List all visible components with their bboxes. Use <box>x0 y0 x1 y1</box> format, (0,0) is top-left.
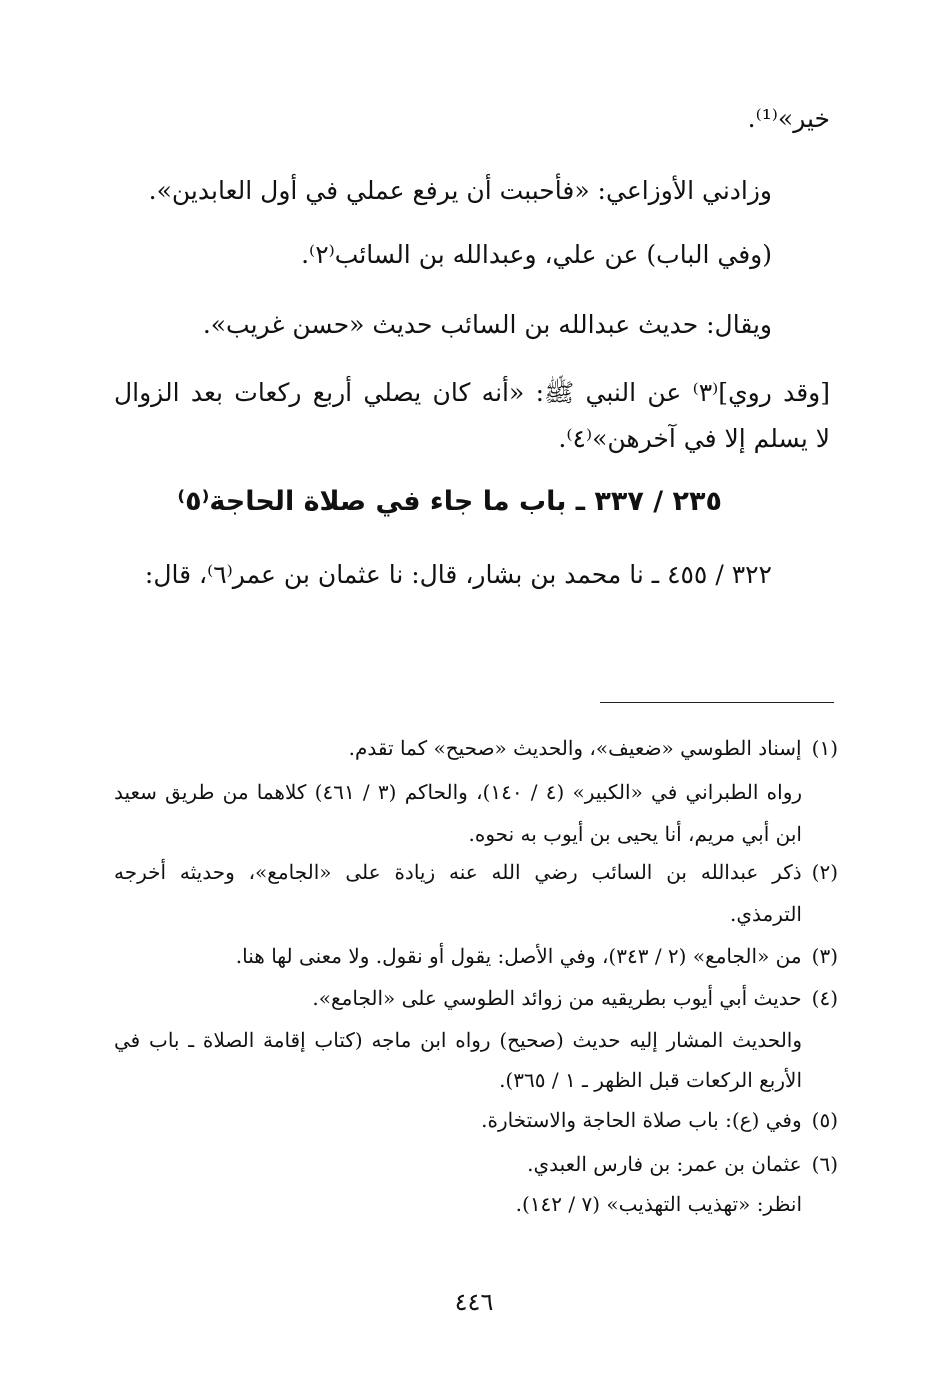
footnote-5 <box>481 1108 838 1132</box>
footnote-3 <box>236 944 838 968</box>
footnote-number: (٥) <box>811 1108 838 1132</box>
text-line-riwaya: [وقد روي]⁽٣⁾ عن النبي ﷺ: «أنه كان يصلي أربع ركعات بعد الزوال <box>114 378 830 407</box>
footnote-4 <box>312 986 838 1010</box>
footnote-text: إسناد الطوسي «ضعيف»، والحديث «صحيح» كما تقدم. <box>348 736 802 760</box>
footnote-text: عثمان بن عمر: بن فارس العبدي. <box>527 1152 802 1176</box>
text-line-continuation: خير»⁽¹⁾. <box>747 104 830 133</box>
footnote-1 <box>349 736 838 760</box>
footnote-4-line-2: والحديث المشار إليه حديث (صحيح) رواه ابن ماجه (كتاب إقامة الصلاة ـ باب في <box>114 1028 802 1052</box>
footnote-number: (٦) <box>811 1152 838 1176</box>
footnote-number: (١) <box>811 736 838 760</box>
footnote-text: وفي (ع): باب صلاة الحاجة والاستخارة. <box>481 1108 802 1132</box>
page-number: ٤٤٦ <box>454 1288 494 1316</box>
footnote-text: من «الجامع» (٢ / ٣٤٣)، وفي الأصل: يقول أو نقول. ولا معنى لها هنا. <box>235 944 802 968</box>
text-line-awzai: وزادني الأوزاعي: «فأحببت أن يرفع عملي في أول العابدين». <box>148 176 772 205</box>
footnote-number: (٣) <box>811 944 838 968</box>
footnote-6 <box>527 1152 838 1176</box>
footnote-6-line-2: انظر: «تهذيب التهذيب» (٧ / ١٤٢). <box>515 1192 802 1216</box>
text-line-grading: ويقال: حديث عبدالله بن السائب حديث «حسن غريب». <box>202 310 772 339</box>
chapter-heading: ٢٣٥ / ٣٣٧ ـ باب ما جاء في صلاة الحاجة⁽٥⁾ <box>177 486 722 517</box>
footnote-text: ذكر عبدالله بن السائب رضي الله عنه زيادة على «الجامع»، وحديثه أخرجه <box>114 860 802 884</box>
text-line-bab: (وفي الباب) عن علي، وعبدالله بن السائب⁽٢⁾. <box>301 240 772 269</box>
footnote-divider <box>600 702 834 703</box>
footnote-4-line-3: الأربع الركعات قبل الظهر ـ ١ / ٣٦٥). <box>499 1068 802 1092</box>
footnote-2 <box>114 860 838 884</box>
footnote-text: حديث أبي أيوب بطريقيه من زوائد الطوسي على «الجامع». <box>312 986 802 1010</box>
footnote-number: (٤) <box>811 986 838 1010</box>
footnote-number: (٢) <box>811 860 838 884</box>
text-line-riwaya-end: لا يسلم إلا في آخرهن»⁽٤⁾. <box>558 424 830 453</box>
hadith-isnad-line: ٣٢٢ / ٤٥٥ ـ نا محمد بن بشار، قال: نا عثمان بن عمر⁽٦⁾، قال: <box>144 560 772 589</box>
footnote-2-line-2: الترمذي. <box>730 902 802 926</box>
footnote-1-line-2: رواه الطبراني في «الكبير» (٤ / ١٤٠)، والحاكم (٣ / ٤٦١) كلاهما من طريق سعيد <box>114 780 803 804</box>
footnote-1-line-3: ابن أبي مريم، أنا يحيى بن أيوب به نحوه. <box>468 822 802 846</box>
